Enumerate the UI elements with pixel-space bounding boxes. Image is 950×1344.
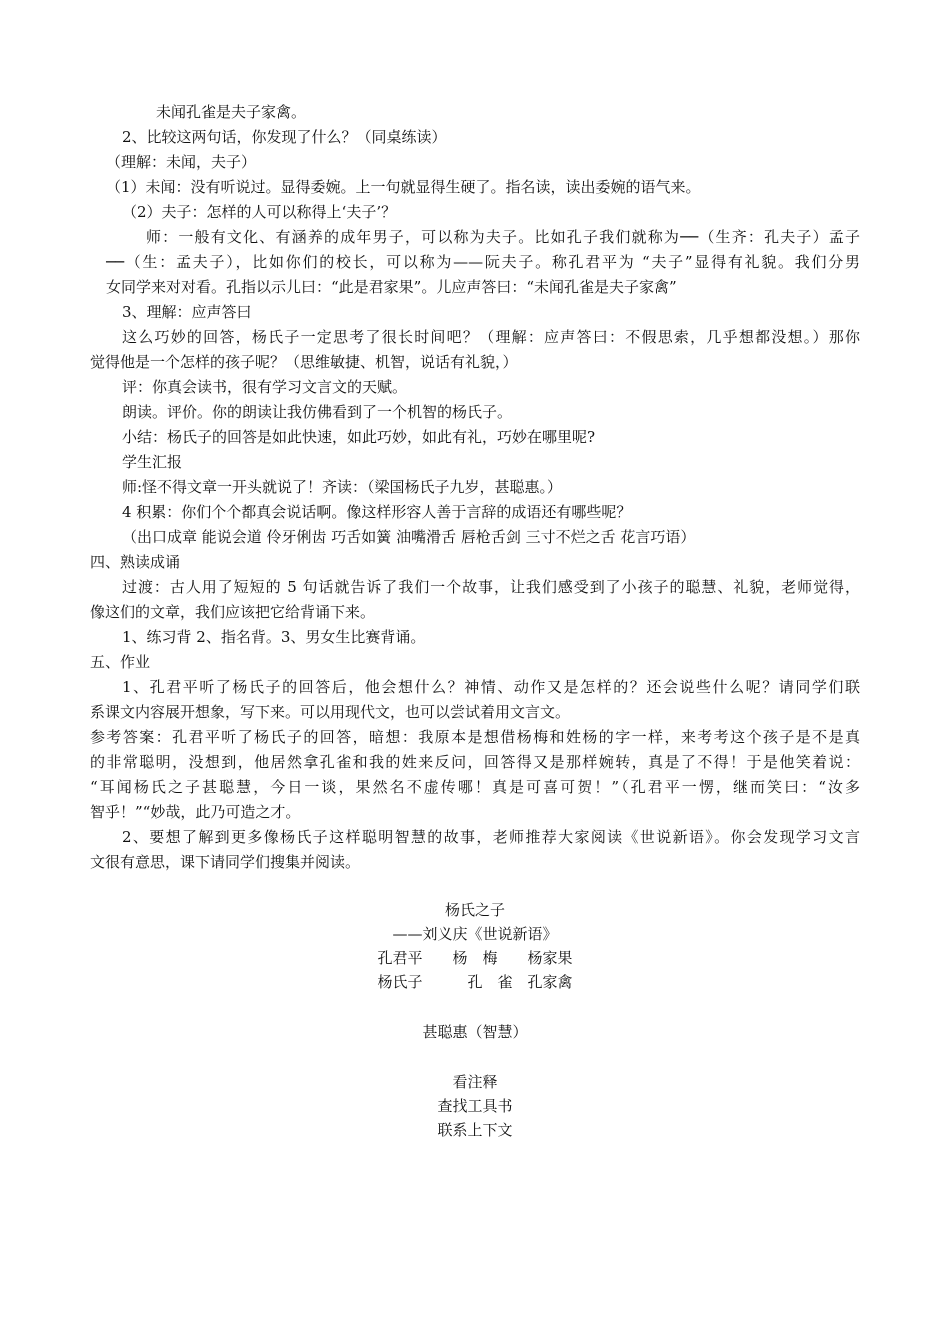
text-line: （理解：未闻，夫子） xyxy=(106,153,257,171)
text-line: “耳闻杨氏之子甚聪慧，今日一谈，果然名不虚传哪！真是可喜可贺！”（孔君平一愣，继而笑曰：“汝多 xyxy=(90,778,860,796)
text-line: 过渡：古人用了短短的 5 句话就告诉了我们一个故事，让我们感受到了小孩子的聪慧、礼貌，老师觉得， xyxy=(122,578,860,596)
text-line: （1）未闻：没有听说过。显得委婉。上一句就显得生硬了。指名读，读出委婉的语气来。 xyxy=(106,178,701,196)
text-line: （出口成章 能说会道 伶牙俐齿 巧舌如簧 油嘴滑舌 唇枪舌剑 三寸不烂之舌 花言巧语） xyxy=(122,528,696,546)
text-line: 参考答案：孔君平听了杨氏子的回答，暗想：我原本是想借杨梅和姓杨的字一样，来考考这个孩子是不是真 xyxy=(90,728,860,746)
section-heading: 四、熟读成诵 xyxy=(90,553,181,571)
text-line: 2、比较这两句话，你发现了什么？（同桌练读） xyxy=(122,128,447,146)
text-line: 小结：杨氏子的回答是如此快速，如此巧妙，如此有礼，巧妙在哪里呢? xyxy=(122,428,596,446)
text-line: 的非常聪明，没想到，他居然拿孔雀和我的姓来反问，回答得又是那样婉转，真是了不得！于是他笑着说： xyxy=(90,753,860,771)
text-line: 师:怪不得文章一开头就说了！齐读：（梁国杨氏子九岁，甚聪惠。） xyxy=(122,478,563,496)
text-line: 1、孔君平听了杨氏子的回答后，他会想什么？神情、动作又是怎样的？还会说些什么呢？请同学们联 xyxy=(122,678,860,696)
section-heading: 五、作业 xyxy=(90,653,151,671)
board-key-point: 甚聪惠（智慧） xyxy=(422,1023,528,1041)
text-line: 未闻孔雀是夫子家禽。 xyxy=(156,103,307,121)
board-title: 杨氏之子 xyxy=(444,901,505,919)
board-method: 看注释 xyxy=(452,1073,498,1091)
board-row: 孔君平 杨 梅 杨家果 xyxy=(377,949,573,967)
board-author: ——刘义庆《世说新语》 xyxy=(392,925,558,943)
text-line: 3、理解：应声答曰 xyxy=(122,303,252,321)
board-method: 联系上下文 xyxy=(437,1121,513,1139)
text-line: 觉得他是一个怎样的孩子呢？（思维敏捷、机智，说话有礼貌，） xyxy=(90,353,518,371)
text-line: 2、要想了解到更多像杨氏子这样聪明智慧的故事，老师推荐大家阅读《世说新语》。你会发现学习文言 xyxy=(122,828,860,846)
text-line: 像这们的文章，我们应该把它给背诵下来。 xyxy=(90,603,376,621)
text-line: ──（生：孟夫子），比如你们的校长，可以称为——阮夫子。称孔君平为 “夫子”显得有礼貌。我们分男 xyxy=(106,253,860,271)
text-line: 系课文内容展开想象，写下来。可以用现代文，也可以尝试着用文言文。 xyxy=(90,703,571,721)
text-line: 智乎！”“妙哉，此乃可造之才。 xyxy=(90,803,301,821)
text-line: 师：一般有文化、有涵养的成年男子，可以称为夫子。比如孔子我们就称为──（生齐：孔夫子）孟子 xyxy=(146,228,860,246)
board-row: 杨氏子 孔 雀 孔家禽 xyxy=(377,973,573,991)
text-line: 女同学来对对看。孔指以示儿曰：“此是君家果”。儿应声答曰：“未闻孔雀是夫子家禽” xyxy=(106,278,677,296)
text-line: 评：你真会读书，很有学习文言文的天赋。 xyxy=(122,378,408,396)
text-line: 学生汇报 xyxy=(122,453,183,471)
text-line: 1、练习背 2、指名背。3、男女生比赛背诵。 xyxy=(122,628,426,646)
text-line: 4 积累：你们个个都真会说话啊。像这样形容人善于言辞的成语还有哪些呢？ xyxy=(122,503,632,521)
text-line: （2）夫子：怎样的人可以称得上‘夫子’？ xyxy=(122,203,397,221)
text-line: 文很有意思，课下请同学们搜集并阅读。 xyxy=(90,853,361,871)
text-line: 这么巧妙的回答，杨氏子一定思考了很长时间吧？（理解：应声答曰：不假思索，几乎想都没想。）那你 xyxy=(122,328,860,346)
text-line: 朗读。评价。你的朗读让我仿佛看到了一个机智的杨氏子。 xyxy=(122,403,513,421)
board-method: 查找工具书 xyxy=(437,1097,513,1115)
